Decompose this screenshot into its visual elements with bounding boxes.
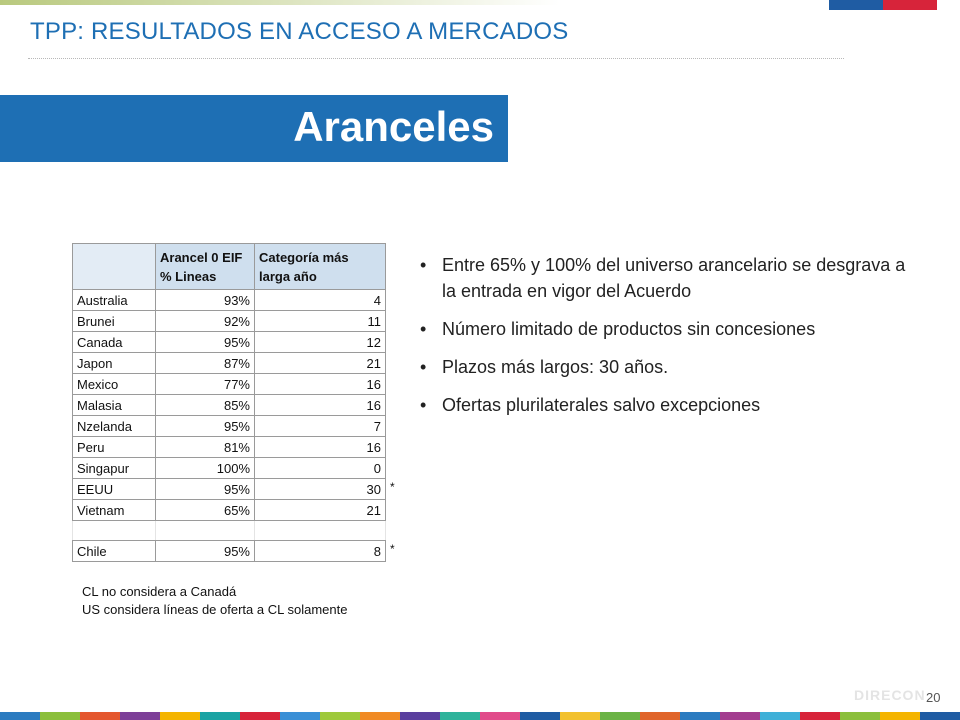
- page-number: 20: [926, 690, 941, 705]
- top-accent-gradient: [0, 0, 560, 5]
- table-spacer-row: [73, 521, 386, 541]
- header-cell-categoria: Categoría más larga año: [255, 244, 386, 290]
- arancel-cell: 81%: [156, 437, 255, 458]
- arancel-cell: 85%: [156, 395, 255, 416]
- stripe-segment: [640, 712, 680, 720]
- stripe-segment: [120, 712, 160, 720]
- categoria-cell: 16: [255, 437, 386, 458]
- table-row: [73, 416, 386, 437]
- country-cell: Brunei: [73, 311, 156, 332]
- country-cell: EEUU: [73, 479, 156, 500]
- header-title: TPP: RESULTADOS EN ACCESO A MERCADOS: [30, 18, 569, 45]
- categoria-cell: 16: [255, 395, 386, 416]
- flag-blue-block: [829, 0, 883, 10]
- table-row: [73, 374, 386, 395]
- spacer-cell: [255, 521, 386, 541]
- country-cell: Japon: [73, 353, 156, 374]
- flag-red-block: [883, 0, 937, 10]
- country-cell: Vietnam: [73, 500, 156, 521]
- table-row: [73, 395, 386, 416]
- table-row: [73, 458, 386, 479]
- header-cell-arancel: Arancel 0 EIF % Lineas: [156, 244, 255, 290]
- arancel-cell: 95%: [156, 416, 255, 437]
- categoria-cell: 16: [255, 374, 386, 395]
- stripe-segment: [800, 712, 840, 720]
- stripe-segment: [840, 712, 880, 720]
- categoria-cell: 21: [255, 500, 386, 521]
- direcon-logo: DIRECON: [854, 687, 926, 703]
- arancel-cell: 100%: [156, 458, 255, 479]
- asterisk-mark: *: [390, 542, 395, 556]
- stripe-segment: [280, 712, 320, 720]
- stripe-segment: [680, 712, 720, 720]
- table-note: US considera líneas de oferta a CL solamente: [82, 602, 348, 617]
- stripe-segment: [400, 712, 440, 720]
- stripe-segment: [440, 712, 480, 720]
- country-cell: Mexico: [73, 374, 156, 395]
- stripe-segment: [0, 712, 40, 720]
- arancel-cell: 65%: [156, 500, 255, 521]
- stripe-segment: [200, 712, 240, 720]
- section-title: Aranceles: [293, 103, 494, 150]
- section-banner: [0, 95, 508, 162]
- bottom-color-stripe: [0, 712, 960, 720]
- categoria-cell: 21: [255, 353, 386, 374]
- stripe-segment: [760, 712, 800, 720]
- spacer-cell: [73, 521, 156, 541]
- table-row: [73, 311, 386, 332]
- stripe-segment: [80, 712, 120, 720]
- categoria-cell: 30: [255, 479, 386, 500]
- bullet-list: [416, 252, 916, 430]
- stripe-segment: [520, 712, 560, 720]
- categoria-cell: 8: [255, 541, 386, 562]
- table-row-chile: [73, 541, 386, 562]
- stripe-segment: [720, 712, 760, 720]
- arancel-cell: 95%: [156, 332, 255, 353]
- country-cell: Peru: [73, 437, 156, 458]
- stripe-segment: [40, 712, 80, 720]
- bullet-item: • Plazos más largos: 30 años.: [416, 354, 916, 380]
- table-notes: [82, 583, 347, 619]
- country-cell: Nzelanda: [73, 416, 156, 437]
- arancel-cell: 77%: [156, 374, 255, 395]
- table-row: [73, 290, 386, 311]
- stripe-segment: [880, 712, 920, 720]
- arancel-cell: 95%: [156, 541, 255, 562]
- tariff-table: [72, 243, 386, 562]
- table-row: [73, 500, 386, 521]
- categoria-cell: 0: [255, 458, 386, 479]
- stripe-segment: [160, 712, 200, 720]
- table-row: [73, 437, 386, 458]
- tariff-table-container: [72, 243, 395, 562]
- asterisk-mark: *: [390, 480, 395, 494]
- categoria-cell: 11: [255, 311, 386, 332]
- table-header-row: [73, 244, 386, 290]
- stripe-segment: [360, 712, 400, 720]
- stripe-segment: [560, 712, 600, 720]
- header-divider: [28, 58, 844, 59]
- stripe-segment: [480, 712, 520, 720]
- table-note: CL no considera a Canadá: [82, 584, 237, 599]
- arancel-cell: 93%: [156, 290, 255, 311]
- country-cell: Canada: [73, 332, 156, 353]
- spacer-cell: [156, 521, 255, 541]
- stripe-segment: [240, 712, 280, 720]
- bullet-item: • Entre 65% y 100% del universo arancelario se desgrava a la entrada en vigor del Acuerdo: [416, 252, 916, 304]
- arancel-cell: 87%: [156, 353, 255, 374]
- categoria-cell: 4: [255, 290, 386, 311]
- country-cell: Singapur: [73, 458, 156, 479]
- categoria-cell: 7: [255, 416, 386, 437]
- bullet-item: • Ofertas plurilaterales salvo excepciones: [416, 392, 916, 418]
- table-row: [73, 479, 386, 500]
- header-cell-country: [73, 244, 156, 290]
- categoria-cell: 12: [255, 332, 386, 353]
- table-row: [73, 332, 386, 353]
- country-cell: Australia: [73, 290, 156, 311]
- arancel-cell: 92%: [156, 311, 255, 332]
- tariff-table-body: [73, 244, 386, 562]
- stripe-segment: [320, 712, 360, 720]
- table-row: [73, 353, 386, 374]
- stripe-segment: [920, 712, 960, 720]
- stripe-segment: [600, 712, 640, 720]
- bullet-item: • Número limitado de productos sin concesiones: [416, 316, 916, 342]
- country-cell: Chile: [73, 541, 156, 562]
- country-cell: Malasia: [73, 395, 156, 416]
- arancel-cell: 95%: [156, 479, 255, 500]
